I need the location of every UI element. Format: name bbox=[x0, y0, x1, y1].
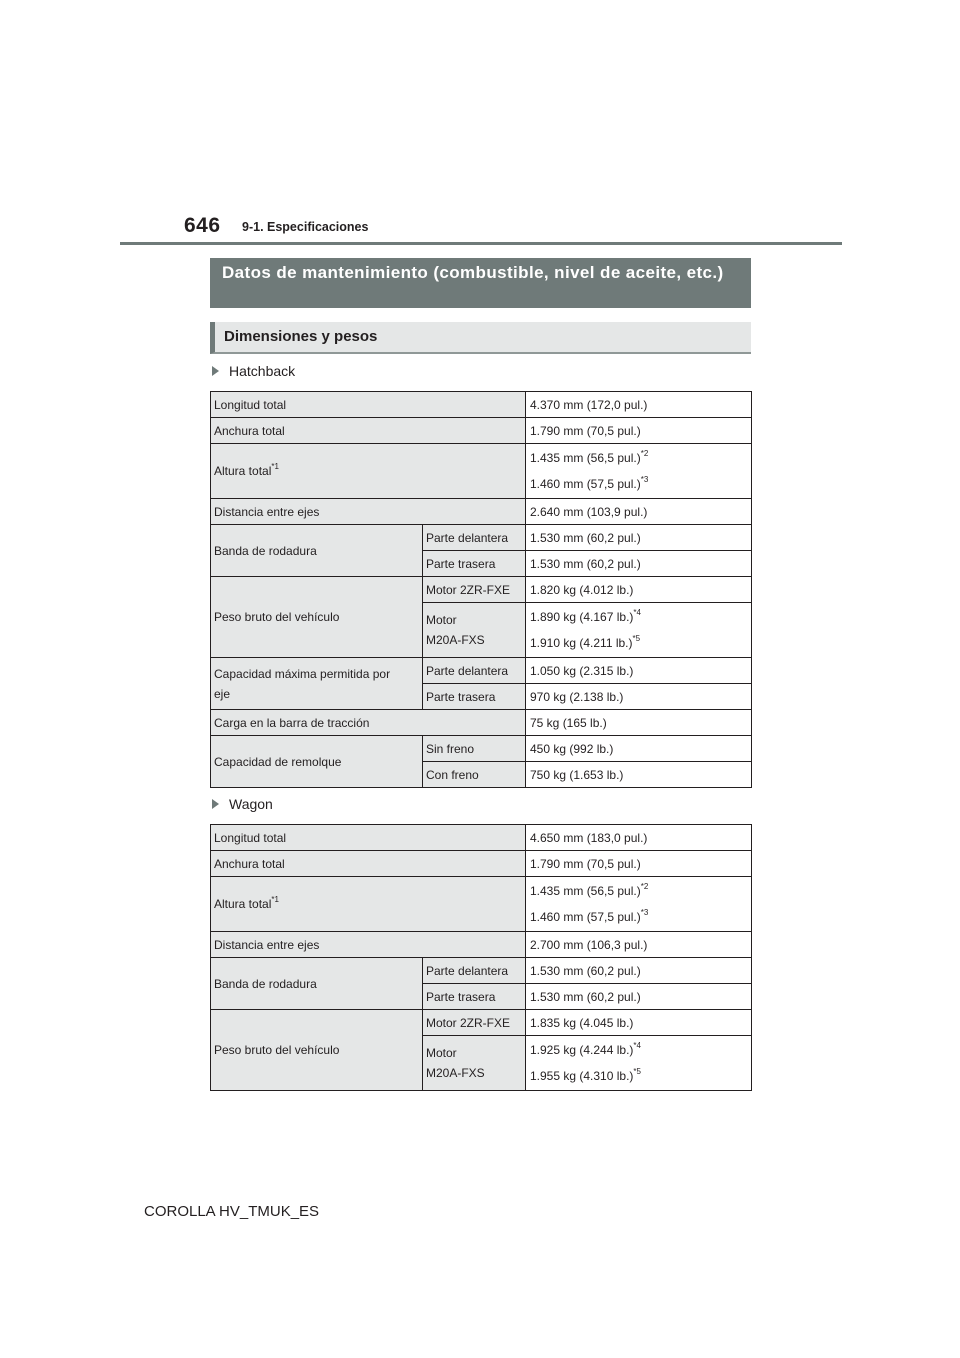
footnote-mark: *3 bbox=[640, 908, 649, 917]
row-value: 1.835 kg (4.045 lb.) bbox=[526, 1010, 752, 1036]
row-label: Banda de rodadura bbox=[211, 958, 423, 1010]
row-label: Distancia entre ejes bbox=[211, 932, 526, 958]
sub-label: Parte delantera bbox=[423, 525, 526, 551]
altura-label: Altura total bbox=[214, 464, 272, 478]
page-number: 646 bbox=[184, 214, 221, 237]
value-line bbox=[530, 604, 748, 630]
table-row bbox=[211, 444, 752, 499]
row-value: 1.530 mm (60,2 pul.) bbox=[526, 551, 752, 577]
sub-label-line: Motor bbox=[426, 1046, 457, 1060]
table-row bbox=[211, 877, 752, 932]
footnote-mark: *1 bbox=[271, 462, 279, 471]
footnote-mark: *1 bbox=[271, 895, 279, 904]
header-divider bbox=[120, 242, 842, 245]
sub-label: Parte trasera bbox=[423, 984, 526, 1010]
table-row bbox=[211, 825, 752, 851]
row-label: Distancia entre ejes bbox=[211, 499, 526, 525]
row-value: 970 kg (2.138 lb.) bbox=[526, 684, 752, 710]
table-row bbox=[211, 392, 752, 418]
value-line bbox=[530, 445, 748, 471]
subsection-header: Dimensiones y pesos bbox=[210, 322, 751, 354]
row-value: 1.790 mm (70,5 pul.) bbox=[526, 851, 752, 877]
row-label: Peso bruto del vehículo bbox=[211, 577, 423, 658]
row-value: 450 kg (992 lb.) bbox=[526, 736, 752, 762]
table-row bbox=[211, 525, 752, 551]
triangle-bullet-icon bbox=[212, 799, 219, 809]
footnote-mark: *2 bbox=[640, 882, 649, 891]
triangle-bullet-icon bbox=[212, 366, 219, 376]
table-row bbox=[211, 851, 752, 877]
sub-label: Parte trasera bbox=[423, 551, 526, 577]
table-row bbox=[211, 1010, 752, 1036]
altura-value-1: 1.435 mm (56,5 pul.) bbox=[530, 884, 641, 898]
sub-label bbox=[423, 1036, 526, 1091]
row-value: 1.820 kg (4.012 lb.) bbox=[526, 577, 752, 603]
table-row bbox=[211, 710, 752, 736]
hatchback-spec-table bbox=[210, 391, 752, 788]
row-value: 4.650 mm (183,0 pul.) bbox=[526, 825, 752, 851]
row-label: Longitud total bbox=[211, 825, 526, 851]
footnote-mark: *4 bbox=[633, 1041, 641, 1050]
sub-label: Parte trasera bbox=[423, 684, 526, 710]
row-value bbox=[526, 444, 752, 499]
section-banner: Datos de mantenimiento (combustible, nivel de aceite, etc.) bbox=[210, 258, 751, 308]
row-value: 2.700 mm (106,3 pul.) bbox=[526, 932, 752, 958]
sub-label-line: Motor bbox=[426, 613, 457, 627]
table-row bbox=[211, 499, 752, 525]
row-value: 1.530 mm (60,2 pul.) bbox=[526, 984, 752, 1010]
peso-value-2: 1.910 kg (4.211 lb.) bbox=[530, 636, 633, 650]
value-line bbox=[530, 878, 748, 904]
peso-value-1: 1.925 kg (4.244 lb.) bbox=[530, 1043, 634, 1057]
row-value: 1.050 kg (2.315 lb.) bbox=[526, 658, 752, 684]
hatchback-heading bbox=[212, 363, 295, 379]
value-line bbox=[530, 904, 748, 930]
row-label bbox=[211, 658, 423, 710]
table-row bbox=[211, 932, 752, 958]
sub-label: Sin freno bbox=[423, 736, 526, 762]
peso-value-2: 1.955 kg (4.310 lb.) bbox=[530, 1069, 634, 1083]
sub-label: Con freno bbox=[423, 762, 526, 788]
altura-label: Altura total bbox=[214, 897, 272, 911]
row-value: 1.790 mm (70,5 pul.) bbox=[526, 418, 752, 444]
value-line bbox=[530, 1037, 748, 1063]
row-label: Capacidad de remolque bbox=[211, 736, 423, 788]
table-row bbox=[211, 736, 752, 762]
peso-value-1: 1.890 kg (4.167 lb.) bbox=[530, 610, 634, 624]
sub-label: Parte delantera bbox=[423, 958, 526, 984]
sub-label-line: M20A-FXS bbox=[426, 633, 485, 647]
row-label: Carga en la barra de tracción bbox=[211, 710, 526, 736]
value-line bbox=[530, 630, 748, 656]
row-label: Peso bruto del vehículo bbox=[211, 1010, 423, 1091]
sub-label bbox=[423, 603, 526, 658]
altura-value-1: 1.435 mm (56,5 pul.) bbox=[530, 451, 641, 465]
row-label: Anchura total bbox=[211, 851, 526, 877]
row-value: 2.640 mm (103,9 pul.) bbox=[526, 499, 752, 525]
sub-label: Motor 2ZR-FXE bbox=[423, 1010, 526, 1036]
row-value: 1.530 mm (60,2 pul.) bbox=[526, 525, 752, 551]
wagon-spec-table bbox=[210, 824, 752, 1091]
row-value bbox=[526, 877, 752, 932]
footnote-mark: *5 bbox=[633, 1067, 641, 1076]
row-value: 75 kg (165 lb.) bbox=[526, 710, 752, 736]
footer-model-code: COROLLA HV_TMUK_ES bbox=[144, 1203, 320, 1220]
row-label bbox=[211, 877, 526, 932]
sub-label-line: M20A-FXS bbox=[426, 1066, 485, 1080]
footnote-mark: *3 bbox=[640, 475, 649, 484]
footnote-mark: *5 bbox=[632, 634, 641, 643]
wagon-heading bbox=[212, 796, 273, 812]
row-label: Anchura total bbox=[211, 418, 526, 444]
sub-label: Motor 2ZR-FXE bbox=[423, 577, 526, 603]
label-line: eje bbox=[214, 686, 231, 701]
row-label: Banda de rodadura bbox=[211, 525, 423, 577]
table-row bbox=[211, 658, 752, 684]
footnote-mark: *2 bbox=[640, 449, 649, 458]
altura-value-2: 1.460 mm (57,5 pul.) bbox=[530, 910, 641, 924]
row-value: 4.370 mm (172,0 pul.) bbox=[526, 392, 752, 418]
altura-value-2: 1.460 mm (57,5 pul.) bbox=[530, 477, 641, 491]
row-value: 1.530 mm (60,2 pul.) bbox=[526, 958, 752, 984]
row-value: 750 kg (1.653 lb.) bbox=[526, 762, 752, 788]
table-row bbox=[211, 418, 752, 444]
sub-label: Parte delantera bbox=[423, 658, 526, 684]
row-label: Longitud total bbox=[211, 392, 526, 418]
footnote-mark: *4 bbox=[633, 608, 641, 617]
row-label bbox=[211, 444, 526, 499]
value-line bbox=[530, 471, 748, 497]
wagon-title: Wagon bbox=[229, 796, 273, 812]
table-row bbox=[211, 577, 752, 603]
row-value bbox=[526, 603, 752, 658]
row-value bbox=[526, 1036, 752, 1091]
section-title: 9-1. Especificaciones bbox=[242, 220, 369, 234]
hatchback-title: Hatchback bbox=[229, 363, 296, 379]
value-line bbox=[530, 1063, 748, 1089]
table-row bbox=[211, 958, 752, 984]
label-line: Capacidad máxima permitida por bbox=[214, 666, 391, 681]
